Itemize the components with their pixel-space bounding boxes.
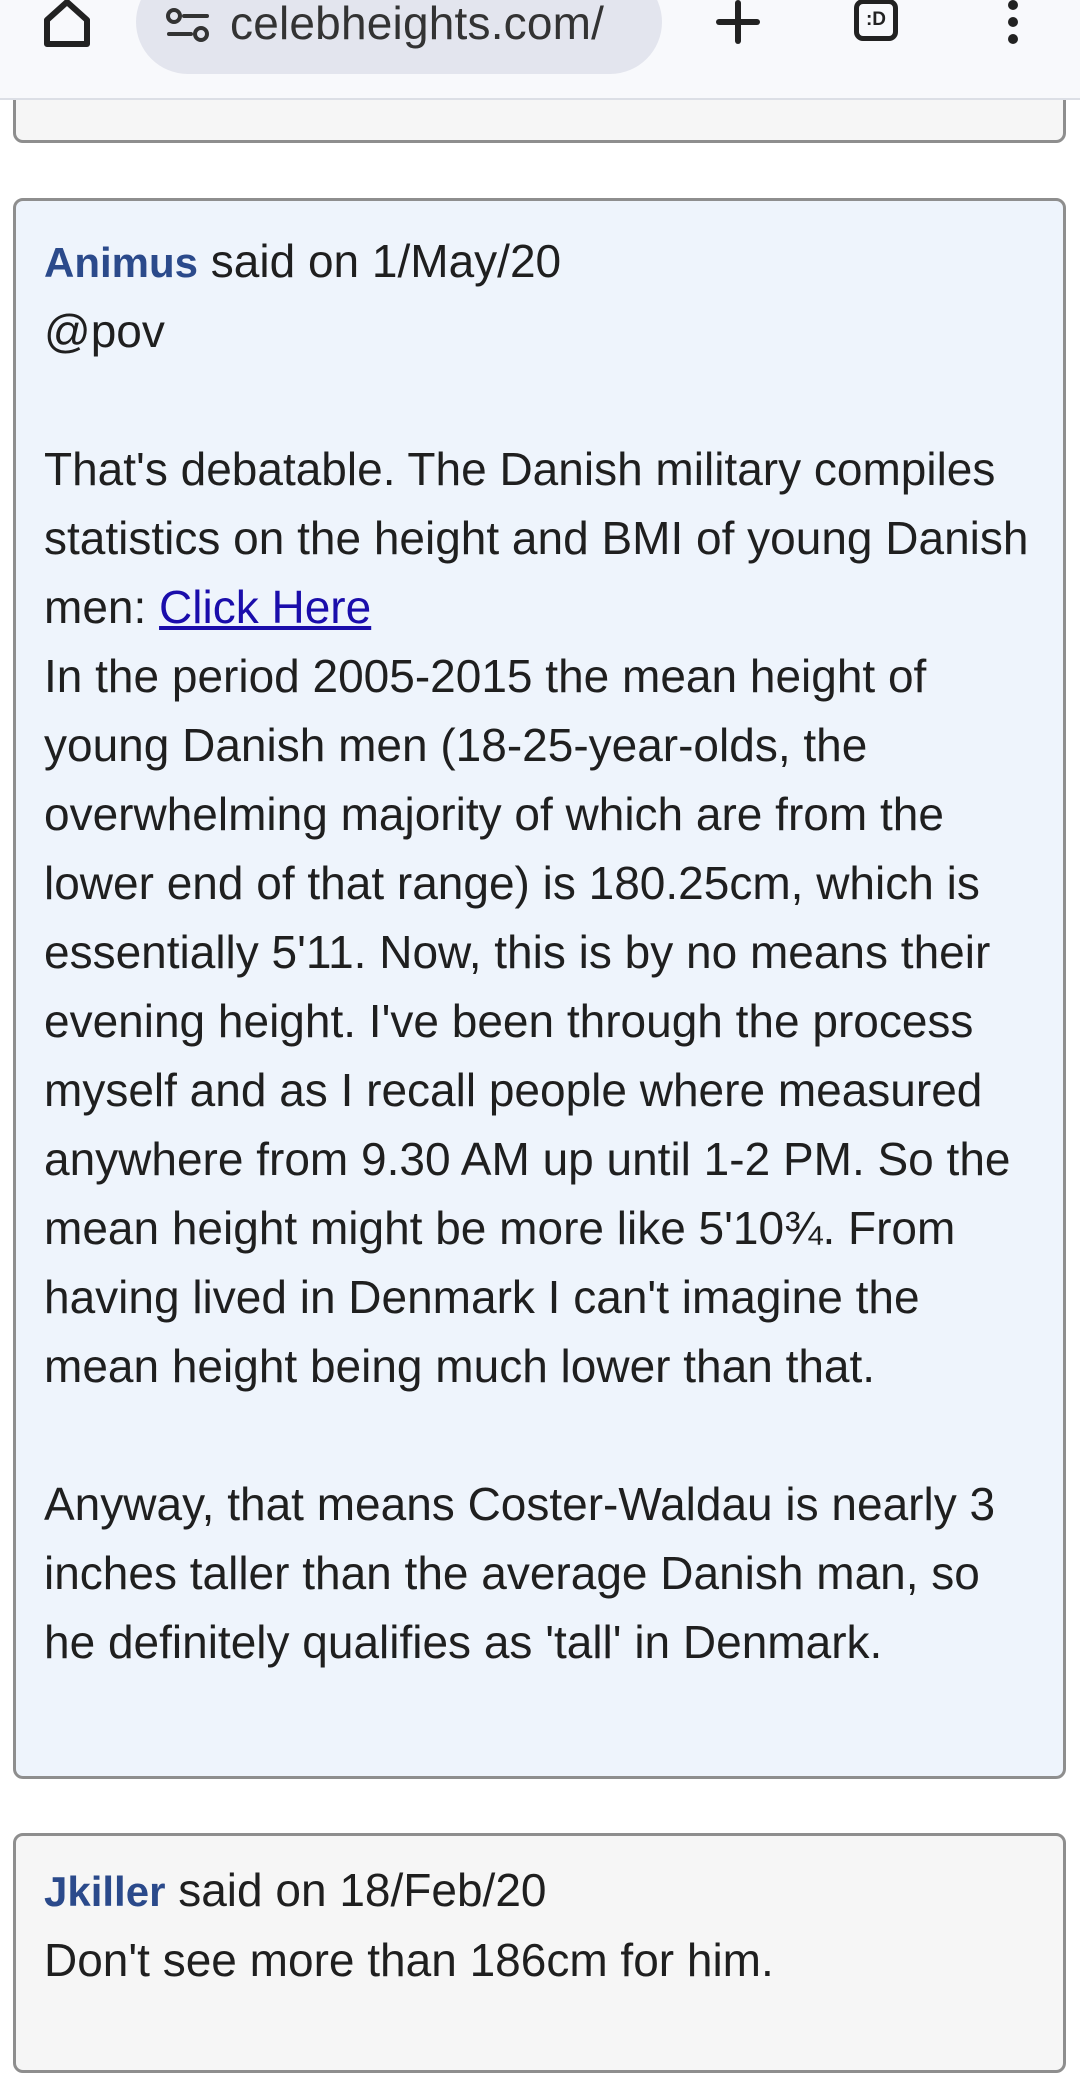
comment-body: [44, 1856, 1033, 1995]
kebab-menu-icon[interactable]: [990, 0, 1036, 52]
comment-date: said on 1/May/20: [198, 235, 562, 287]
comment-paragraph: [44, 435, 1042, 642]
comment-paragraph: Anyway, that means Coster-Waldau is nearly 3 inches taller than the average Danish man, so he definitely qualifies as 'tall' in Denmark.: [44, 1478, 1008, 1668]
comment-mention: @pov: [44, 305, 165, 357]
browser-toolbar: [0, 0, 1080, 100]
url-text: celebheights.com/: [230, 0, 605, 49]
home-icon[interactable]: [32, 0, 102, 52]
comment-author[interactable]: Animus: [44, 239, 199, 286]
plus-icon[interactable]: [708, 0, 768, 52]
comment-author[interactable]: Jkiller: [44, 1868, 166, 1915]
comment-header: [44, 1856, 1033, 1926]
comment-body: [44, 227, 1042, 1677]
click-here-link[interactable]: Click Here: [159, 581, 372, 633]
comment-card: [13, 198, 1066, 1779]
comment-date: said on 18/Feb/20: [165, 1864, 547, 1916]
comment-card: [13, 1833, 1066, 2073]
address-bar[interactable]: [136, 0, 662, 74]
comment-text: Don't see more than 186cm for him.: [44, 1934, 774, 1986]
comment-header: [44, 227, 1033, 297]
site-info-icon[interactable]: [158, 2, 218, 50]
comment-text: That's debatable. The Danish military compiles statistics on the height and BMI of young Danish men:: [44, 443, 1042, 633]
comment-paragraph: In the period 2005-2015 the mean height of young Danish men (18-25-year-olds, the overwhelming majority of which are from the lower end of that range) is 180.25cm, which is essentially 5'11. Now, this is by no means their evening height. I've been through the process myself and as I recall people where measured anywhere from 9.30 AM up until 1-2 PM. So the mean height might be more like 5'10¾. From having lived in Denmark I can't imagine the mean height being much lower than that.: [44, 650, 1024, 1392]
tab-switcher-icon[interactable]: [848, 0, 904, 46]
tab-count: :D: [854, 0, 898, 41]
